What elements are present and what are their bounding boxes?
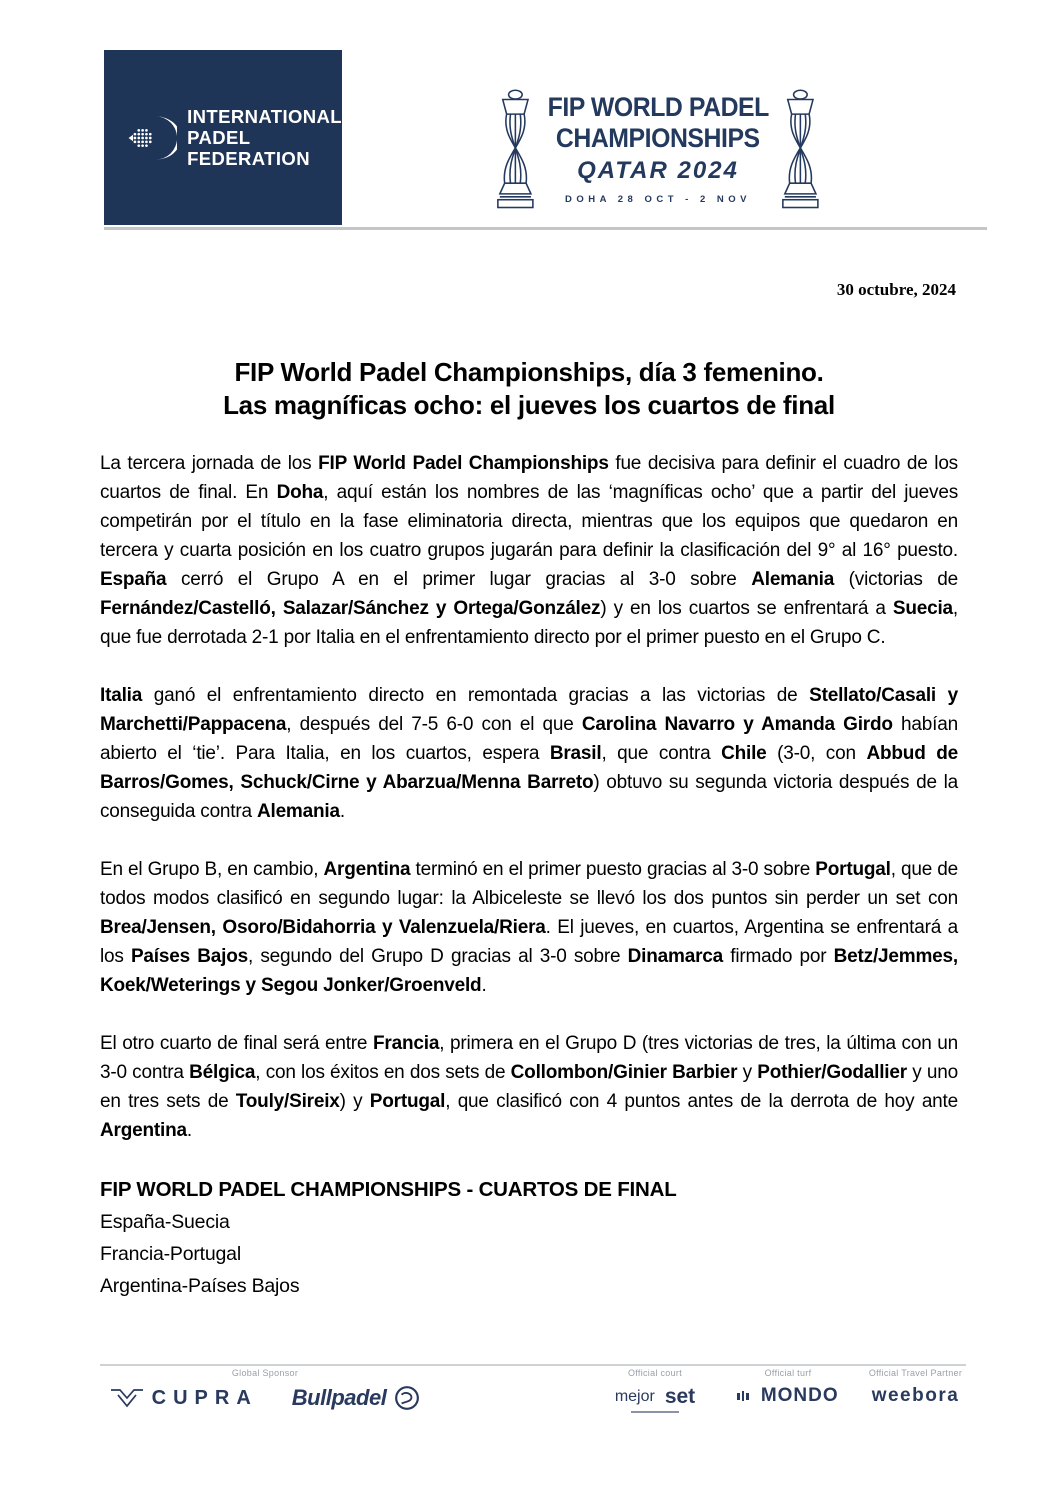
cupra-emblem-icon	[110, 1386, 144, 1410]
sponsor-label-global: Global Sponsor	[231, 1368, 299, 1378]
paragraph-2: Italia ganó el enfrentamiento directo en remontada gracias a las victorias de Stellato/Casali y Marchetti/Pappacena, después del 7-5 6-0 con el que Carolina Navarro y Amanda Girdo habían abierto el ‘tie’. Para Italia, en los cuartos, espera Brasil, que contra Chile (3-0, con Abbud de Barros/Gomes, Schuck/Cirne y Abarzua/Menna Barreto) obtuvo su segunda victoria después de la conseguida contra Alemania.	[100, 685, 958, 822]
mondo-wordmark: MONDO	[760, 1385, 839, 1406]
event-logo-text	[538, 84, 779, 226]
paragraph-3: En el Grupo B, en cambio, Argentina terminó en el primer puesto gracias al 3-0 sobre Portugal, que de todos modos clasificó en segundo lugar: la Albiceleste se llevó los dos puntos sin perder un set con Brea/Jensen, Osoro/Bidahorria y Valenzuela/Riera. El jueves, en cuartos, Argentina se enfrentará a los Países Bajos, segundo del Grupo D gracias al 3-0 sobre Dinamarca firmado por Betz/Jemmes, Koek/Weterings y Segou Jonker/Groenveld.	[100, 859, 958, 996]
title-line2: Las magníficas ocho: el jueves los cuartos de final	[223, 390, 835, 420]
bullpadel-logo	[292, 1385, 421, 1411]
ipf-logo	[104, 50, 342, 225]
trophy-icon-left	[493, 84, 538, 224]
footer-divider	[100, 1364, 966, 1366]
event-title-line4: DOHA 28 OCT - 2 NOV	[565, 194, 751, 205]
mejorset-logo	[615, 1385, 695, 1413]
sponsor-group-court	[600, 1368, 710, 1413]
sponsor-label-court: Official court	[627, 1368, 683, 1378]
paragraph-1: La tercera jornada de los FIP World Padel Championships fue decisiva para definir el cuadro de los cuartos de final. En Doha, aquí están los nombres de las ‘magníficas ocho’ que a partir del jueves competirán por el título en la fase eliminatoria directa, mientras que los equipos que quedaron en tercera y cuarta posición en los cuatro grupos jugarán para definir la clasificación del 9° al 16° puesto. España cerró el Grupo A en el primer lugar gracias al 3-0 sobre Alemania (victorias de Fernández/Castelló, Salazar/Sánchez y Ortega/González) y en los cuartos se enfrentará a Suecia, que fue derrotada 2-1 por Italia en el enfrentamiento directo por el primer puesto en el Grupo C.	[100, 453, 958, 648]
bullpadel-emblem-icon	[394, 1385, 420, 1411]
quarterfinal-match-3: Argentina-Países Bajos	[100, 1275, 300, 1297]
trophy-icon-right	[778, 84, 823, 224]
page-title	[0, 356, 1058, 422]
quarterfinal-match-2: Francia-Portugal	[100, 1243, 241, 1265]
ipf-line-2: PADEL	[187, 127, 251, 148]
sponsor-group-turf	[733, 1368, 843, 1407]
event-title-line2: CHAMPIONSHIPS	[556, 123, 760, 153]
ipf-line-3: FEDERATION	[187, 148, 310, 169]
sponsor-group-global	[105, 1368, 425, 1411]
cupra-logo	[110, 1386, 258, 1410]
event-logo	[493, 84, 823, 226]
sponsor-group-travel	[858, 1368, 973, 1407]
quarterfinal-match-1: España-Suecia	[100, 1211, 230, 1233]
mejorset-tagline-bar	[631, 1411, 679, 1413]
bullpadel-wordmark: Bullpadel	[291, 1385, 387, 1410]
weebora-wordmark: weebora	[871, 1385, 960, 1406]
cupra-wordmark: CUPRA	[151, 1386, 258, 1409]
header-divider	[104, 227, 987, 230]
event-title-line3: QATAR 2024	[577, 157, 739, 184]
mondo-logo	[737, 1385, 838, 1407]
weebora-logo	[872, 1385, 960, 1407]
padel-ball-icon	[126, 99, 177, 177]
title-line1: FIP World Padel Championships, día 3 femenino.	[234, 357, 824, 387]
ipf-logo-text	[187, 106, 342, 169]
document-date: 30 octubre, 2024	[836, 280, 956, 299]
event-title-line1: FIP WORLD PADEL	[547, 92, 769, 122]
sponsor-label-turf: Official turf	[764, 1368, 812, 1378]
paragraph-4: El otro cuarto de final será entre Francia, primera en el Grupo D (tres victorias de tres, la última con un 3-0 contra Bélgica, con los éxitos en dos sets de Collombon/Ginier Barbier y Pothier/Godallier y uno en tres sets de Touly/Sireix) y Portugal, que clasificó con 4 puntos antes de la derrota de hoy ante Argentina.	[100, 1033, 959, 1141]
mondo-bars-icon	[737, 1391, 749, 1401]
mejorset-wordmark-bold: set	[664, 1385, 696, 1408]
sponsor-label-travel: Official Travel Partner	[868, 1368, 963, 1378]
ipf-line-1: INTERNATIONAL	[187, 106, 342, 127]
quarterfinals-heading: FIP WORLD PADEL CHAMPIONSHIPS - CUARTOS DE FINAL	[100, 1178, 677, 1201]
mejorset-wordmark-light: mejor	[614, 1388, 655, 1405]
article-body	[100, 449, 958, 1302]
